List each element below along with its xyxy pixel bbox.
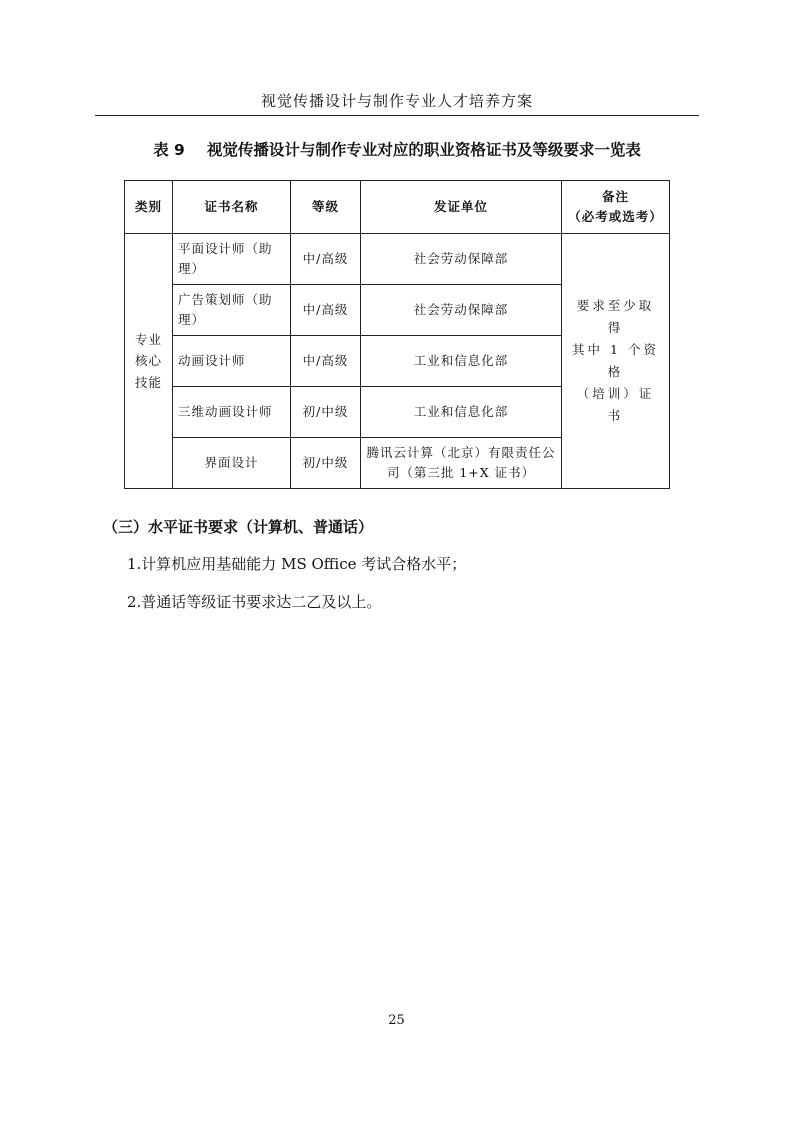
notes-line2: 其中 1 个资格: [572, 342, 659, 379]
certificate-level: 中/高级: [291, 285, 361, 336]
certificate-name: 平面设计师（助理）: [173, 234, 291, 285]
certificate-issuer: 社会劳动保障部: [361, 234, 562, 285]
running-header: 视觉传播设计与制作专业人才培养方案: [95, 90, 699, 116]
category-cell: [125, 234, 173, 489]
certificate-level: 中/高级: [291, 336, 361, 387]
table-caption: [95, 138, 699, 160]
header-notes-line2: （必考或选考）: [568, 209, 663, 224]
header-category: 类别: [125, 181, 173, 234]
certificate-name: 广告策划师（助理）: [173, 285, 291, 336]
requirement-item: 2.普通话等级证书要求达二乙及以上。: [127, 593, 382, 611]
header-notes-line1: 备注: [601, 189, 629, 204]
certificate-issuer: 工业和信息化部: [361, 336, 562, 387]
certificate-issuer: 工业和信息化部: [361, 387, 562, 438]
notes-line1: 要求至少取得: [576, 298, 655, 336]
certificate-name: 界面设计: [173, 438, 291, 489]
table-row: [125, 234, 670, 285]
certificate-level: 初/中级: [291, 387, 361, 438]
section-heading: （三）水平证书要求（计算机、普通话）: [103, 518, 374, 536]
header-issuer: 发证单位: [361, 181, 562, 234]
certificate-table: [124, 180, 670, 489]
header-level: 等级: [291, 181, 361, 234]
category-line1: 专业: [134, 332, 162, 348]
certificate-issuer: 腾讯云计算（北京）有限责任公司（第三批 1+X 证书）: [361, 438, 562, 489]
header-notes: [562, 181, 670, 234]
page-number: 25: [388, 1013, 405, 1028]
certificate-level: 中/高级: [291, 234, 361, 285]
category-line3: 技能: [134, 374, 162, 390]
notes-line3: （培训）证书: [576, 385, 655, 423]
certificate-name: 动画设计师: [173, 336, 291, 387]
notes-cell: [562, 234, 670, 489]
category-line2: 核心: [134, 353, 162, 369]
table-title: 视觉传播设计与制作专业对应的职业资格证书及等级要求一览表: [206, 141, 641, 159]
requirement-item: 1.计算机应用基础能力 MS Office 考试合格水平；: [127, 555, 467, 573]
table-number: 表 9: [153, 141, 185, 159]
header-certificate: 证书名称: [173, 181, 291, 234]
certificate-name: 三维动画设计师: [173, 387, 291, 438]
certificate-level: 初/中级: [291, 438, 361, 489]
table-header-row: [125, 181, 670, 234]
certificate-issuer: 社会劳动保障部: [361, 285, 562, 336]
